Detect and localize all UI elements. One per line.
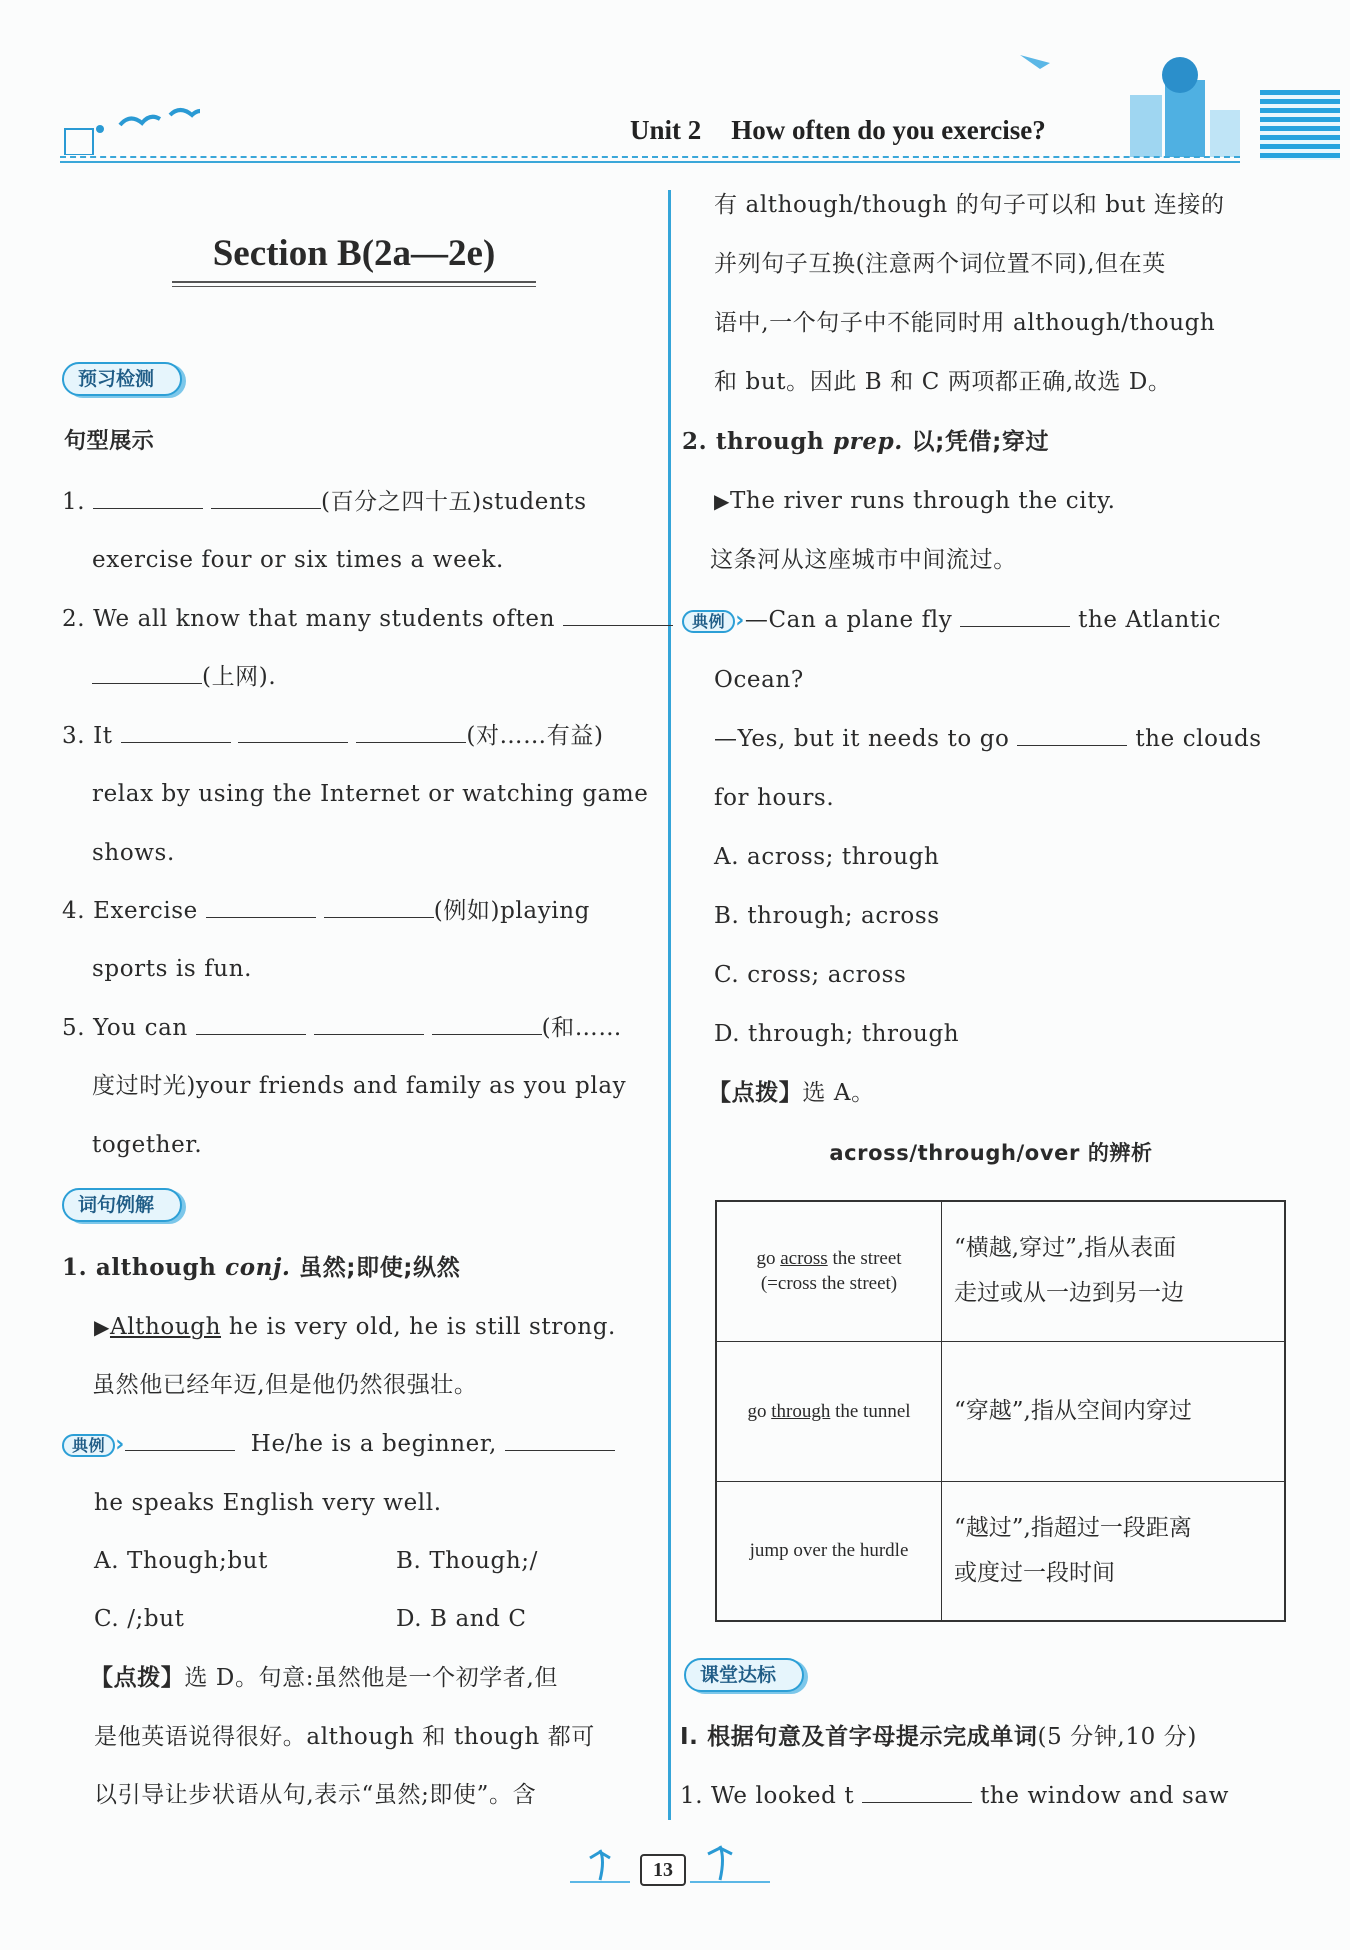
preview-item-3-line3: shows. [92, 840, 175, 866]
tip-1-cont-line1: 有 although/though 的句子可以和 but 连接的 [714, 192, 1225, 218]
example-question-1-line2: he speaks English very well. [94, 1490, 442, 1516]
table-row [716, 1201, 1285, 1341]
word-through-heading: 2. through prep. 以;凭借;穿过 [682, 428, 1050, 455]
example-badge: 典例 [682, 610, 735, 633]
preview-item-5: 5. You can (和…… [62, 1015, 622, 1041]
table-cell-meaning: “越过”,指超过一段距离 或度过一段时间 [942, 1481, 1286, 1621]
example-badge: 典例 [62, 1434, 115, 1457]
badge-preview: 预习检测 [62, 362, 182, 396]
word-although-example: ▶Although he is very old, he is still strong. [94, 1314, 616, 1340]
table-row [716, 1481, 1285, 1621]
exercise-item-1: 1. We looked t the window and saw [680, 1783, 1230, 1809]
header-rule [60, 156, 1240, 158]
header-illustration [1010, 35, 1250, 160]
badge-class: 课堂达标 [684, 1658, 804, 1692]
option-d: D. B and C [396, 1606, 527, 1632]
chevron-icon: › [735, 608, 745, 633]
table-cell-meaning: “穿越”,指从空间内穿过 [942, 1341, 1286, 1481]
word-through-example-cn: 这条河从这座城市中间流过。 [710, 547, 1017, 573]
title-underline-thin [172, 286, 536, 287]
option-c-2: C. cross; across [714, 962, 907, 988]
tip-1-line2: 是他英语说得很好。although 和 though 都可 [94, 1724, 595, 1750]
tip-1-cont-line2: 并列句子互换(注意两个词位置不同),但在英 [714, 251, 1166, 277]
unit-title: How often do you exercise? [731, 115, 1046, 145]
triangle-icon: ▶ [714, 489, 730, 513]
preview-item-3: 3. It (对……有益) [62, 723, 604, 749]
buildings-icon [1010, 35, 1250, 160]
header-rule-solid [60, 161, 1240, 163]
header-stripes [1260, 90, 1340, 160]
header-decoration [60, 95, 200, 155]
birds-icon [60, 95, 200, 155]
preview-item-5-line2: 度过时光)your friends and family as you play [92, 1073, 627, 1099]
column-divider [668, 190, 671, 1820]
title-underline [172, 281, 536, 283]
comparison-table [715, 1200, 1286, 1622]
unit-label: Unit 2 [630, 115, 702, 145]
tip-1-line3: 以引导让步状语从句,表示“虽然;即使”。含 [94, 1782, 537, 1808]
preview-item-3-line2: relax by using the Internet or watching game [92, 781, 649, 807]
option-a: A. Though;but [94, 1548, 268, 1574]
example-question-2-line2: Ocean? [714, 667, 804, 693]
example-question-1: 典例 › He/he is a beginner, [62, 1429, 615, 1460]
chevron-icon: › [115, 1432, 125, 1457]
preview-item-5-line3: together. [92, 1132, 203, 1158]
preview-item-4: 4. Exercise (例如)playing [62, 898, 590, 924]
table-cell-phrase: jump over the hurdle [716, 1481, 942, 1621]
example-question-2-line4: for hours. [714, 785, 835, 811]
triangle-icon: ▶ [94, 1315, 110, 1339]
preview-heading: 句型展示 [64, 429, 155, 454]
preview-item-2: 2. We all know that many students often [62, 604, 673, 634]
table-cell-phrase: go through the tunnel [716, 1341, 942, 1481]
tip-1-cont-line3: 语中,一个句子中不能同时用 although/though [714, 310, 1216, 336]
option-b-2: B. through; across [714, 903, 940, 929]
example-question-2: 典例 ›—Can a plane fly the Atlantic [682, 605, 1221, 636]
option-a-2: A. across; through [714, 844, 940, 870]
table-row [716, 1341, 1285, 1481]
example-question-2-line3: —Yes, but it needs to go the clouds [714, 726, 1262, 752]
tip-1-cont-line4: 和 but。因此 B 和 C 两项都正确,故选 D。 [714, 369, 1172, 395]
section-title: Section B(2a—2e) [212, 233, 496, 274]
preview-item-1-line2: exercise four or six times a week. [92, 547, 504, 573]
preview-item-1: 1. (百分之四十五)students [62, 489, 587, 515]
word-through-example: ▶The river runs through the city. [714, 488, 1116, 514]
preview-item-2-line2: (上网). [92, 662, 276, 692]
word-although-example-cn: 虽然他已经年迈,但是他仍然很强壮。 [92, 1372, 478, 1398]
option-c: C. /;but [94, 1606, 185, 1632]
word-although-heading: 1. although conj. 虽然;即使;纵然 [62, 1254, 461, 1281]
option-d-2: D. through; through [714, 1021, 960, 1047]
badge-words: 词句例解 [62, 1188, 182, 1222]
tip-2: 【点拨】选 A。 [708, 1080, 875, 1106]
table-cell-phrase: go across the street (=cross the street) [716, 1201, 942, 1341]
page-number: 13 [640, 1854, 686, 1886]
exercise-heading: Ⅰ. 根据句意及首字母提示完成单词(5 分钟,10 分) [680, 1724, 1197, 1750]
header-title [630, 115, 1046, 146]
table-title: across/through/over 的辨析 [829, 1141, 1153, 1165]
table-cell-meaning: “横越,穿过”,指从表面 走过或从一边到另一边 [942, 1201, 1286, 1341]
tip-1-line1: 【点拨】选 D。句意:虽然他是一个初学者,但 [90, 1665, 559, 1691]
option-b: B. Though;/ [396, 1548, 538, 1574]
preview-item-4-line2: sports is fun. [92, 956, 253, 982]
